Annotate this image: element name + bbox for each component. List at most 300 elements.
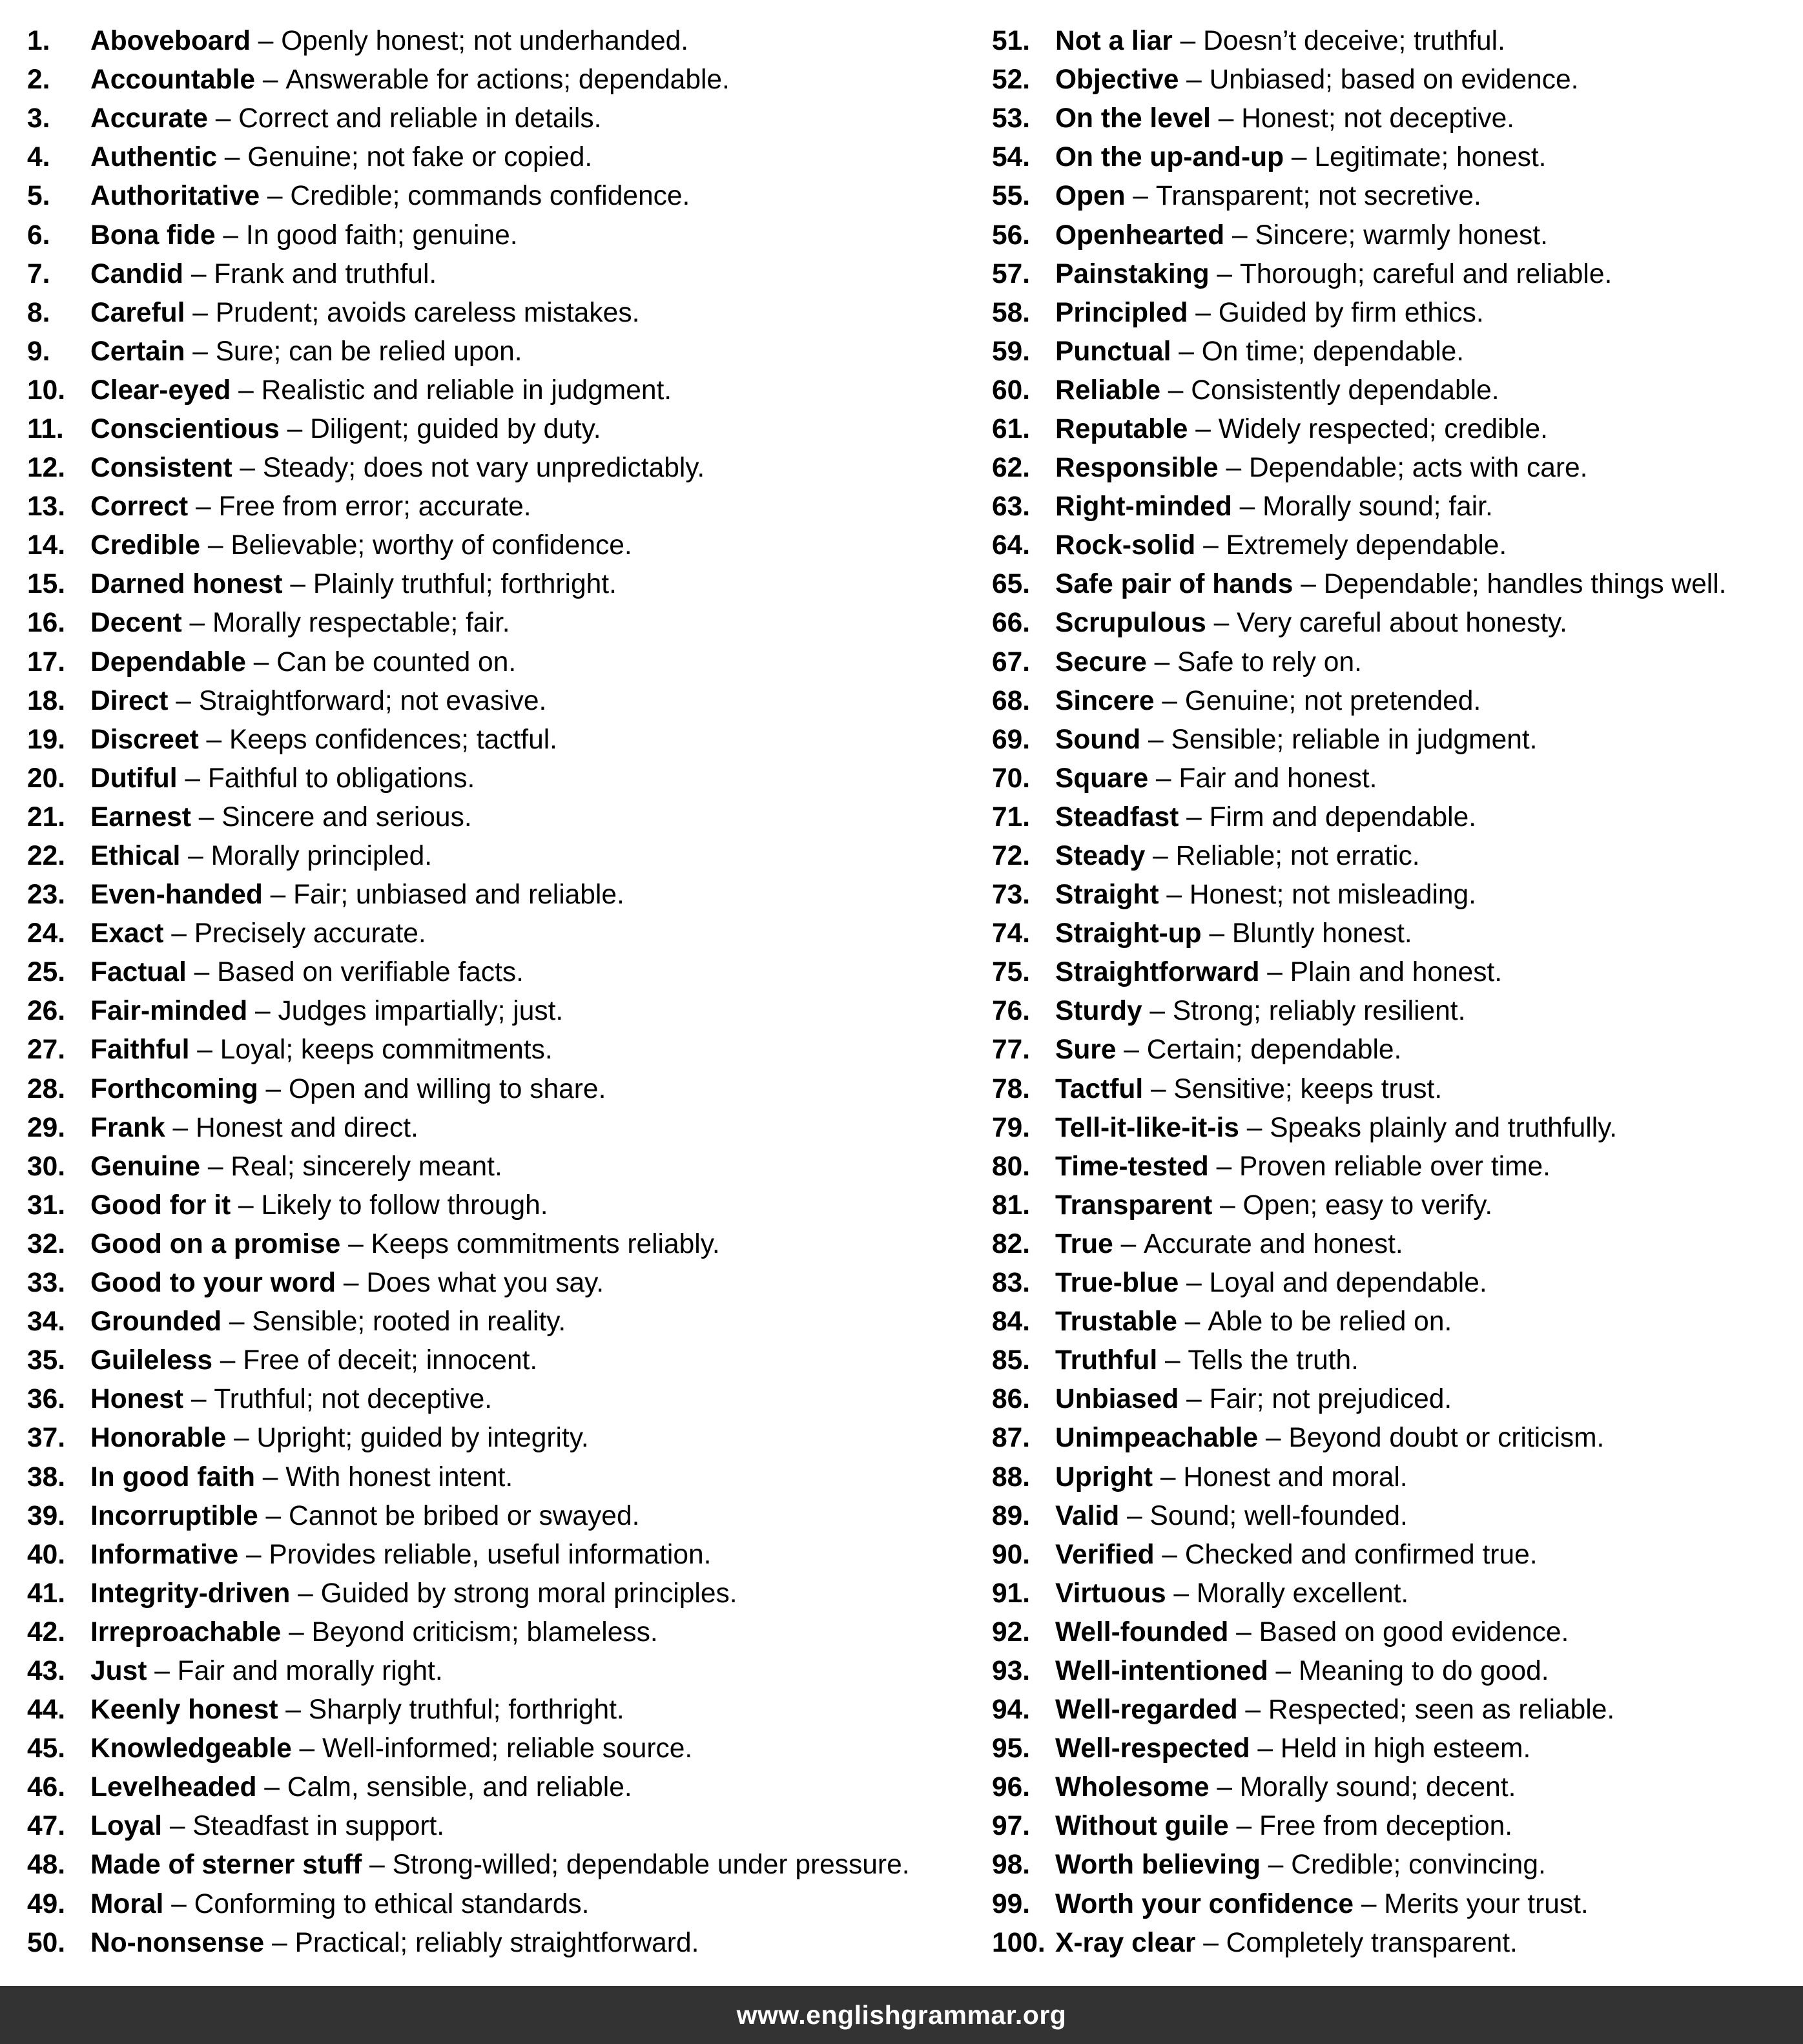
item-word: Candid (90, 258, 184, 289)
item-definition: Extremely dependable. (1226, 530, 1507, 561)
item-word: Sturdy (1055, 996, 1142, 1027)
list-item (992, 1070, 1793, 1109)
list-item (27, 1536, 957, 1574)
list-item (27, 565, 957, 604)
item-word: Levelheaded (90, 1772, 257, 1803)
item-definition: Upright; guided by integrity. (256, 1423, 589, 1454)
item-separator: – (1171, 336, 1202, 367)
item-separator: – (279, 413, 311, 444)
item-number: 6. (27, 220, 50, 251)
word-list-right-column (992, 0, 1793, 1963)
list-item (27, 61, 957, 99)
list-item (992, 759, 1793, 798)
item-separator: – (336, 1268, 367, 1299)
item-definition: Keeps commitments reliably. (371, 1228, 720, 1259)
item-definition: Based on good evidence. (1259, 1616, 1569, 1647)
item-definition: Does what you say. (366, 1268, 604, 1299)
item-separator: – (255, 65, 286, 96)
item-definition: Checked and confirmed true. (1184, 1539, 1538, 1570)
item-separator: – (226, 1423, 257, 1454)
item-definition: Legitimate; honest. (1314, 142, 1547, 173)
list-item (27, 1846, 957, 1884)
item-word: Secure (1055, 646, 1147, 677)
item-word: Dutiful (90, 763, 178, 794)
item-word: Irreproachable (90, 1616, 282, 1647)
item-word: Aboveboard (90, 26, 251, 57)
item-number: 55. (992, 181, 1031, 212)
item-word: Reputable (1055, 413, 1188, 444)
list-item (992, 1109, 1793, 1148)
item-separator: – (1113, 1228, 1144, 1259)
item-separator: – (282, 569, 313, 600)
item-separator: – (216, 142, 248, 173)
item-word: Tactful (1055, 1073, 1144, 1104)
item-definition: Respected; seen as reliable. (1268, 1695, 1615, 1726)
item-number: 7. (27, 258, 50, 289)
list-item (992, 449, 1793, 488)
item-number: 29. (27, 1112, 66, 1143)
list-item (992, 1225, 1793, 1264)
item-separator: – (185, 297, 216, 328)
item-definition: Provides reliable, useful information. (269, 1539, 712, 1570)
item-number: 37. (27, 1423, 66, 1454)
item-definition: Genuine; not pretended. (1184, 685, 1481, 716)
list-item (992, 992, 1793, 1031)
item-word: Unbiased (1055, 1384, 1179, 1415)
list-item (27, 1729, 957, 1768)
item-number: 33. (27, 1268, 66, 1299)
item-number: 61. (992, 413, 1031, 444)
item-separator: – (1208, 1151, 1240, 1182)
item-separator: – (291, 1733, 322, 1764)
item-word: Not a liar (1055, 26, 1173, 57)
item-word: Well-intentioned (1055, 1655, 1268, 1686)
item-definition: Sensible; rooted in reality. (252, 1306, 566, 1337)
item-number: 20. (27, 763, 66, 794)
list-item (27, 1652, 957, 1691)
item-number: 95. (992, 1733, 1031, 1764)
list-item (27, 216, 957, 254)
item-definition: Plain and honest. (1290, 957, 1503, 988)
item-definition: Speaks plainly and truthfully. (1270, 1112, 1618, 1143)
item-number: 12. (27, 453, 66, 484)
item-separator: – (231, 1190, 262, 1221)
item-separator: – (168, 685, 199, 716)
list-item (27, 953, 957, 992)
item-word: Steady (1055, 841, 1146, 872)
list-item (27, 1419, 957, 1458)
item-definition: Believable; worthy of confidence. (231, 530, 632, 561)
footer-website-url[interactable]: www.englishgrammar.org (736, 1999, 1067, 2030)
list-item (27, 1574, 957, 1613)
item-definition: Unbiased; based on evidence. (1209, 65, 1579, 96)
item-number: 56. (992, 220, 1031, 251)
item-word: Good for it (90, 1190, 231, 1221)
item-separator: – (231, 375, 262, 406)
item-word: Well-founded (1055, 1616, 1229, 1647)
item-separator: – (198, 724, 230, 755)
list-item (27, 1031, 957, 1069)
item-separator: – (1119, 1500, 1150, 1531)
list-item (27, 1380, 957, 1419)
item-separator: – (181, 608, 212, 639)
item-separator: – (1159, 880, 1190, 911)
item-definition: Morally sound; fair. (1262, 491, 1493, 522)
item-number: 73. (992, 880, 1031, 911)
item-number: 91. (992, 1578, 1031, 1609)
item-separator: – (258, 1073, 289, 1104)
item-number: 17. (27, 646, 66, 677)
item-number: 15. (27, 569, 66, 600)
item-separator: – (1154, 685, 1185, 716)
item-word: True-blue (1055, 1268, 1179, 1299)
item-number: 64. (992, 530, 1031, 561)
item-separator: – (1260, 1850, 1292, 1881)
item-number: 92. (992, 1616, 1031, 1647)
item-definition: Honest; not deceptive. (1241, 103, 1515, 134)
item-definition: Plainly truthful; forthright. (313, 569, 617, 600)
list-item (992, 488, 1793, 526)
item-word: Trustable (1055, 1306, 1177, 1337)
list-item (27, 177, 957, 216)
item-word: Ethical (90, 841, 181, 872)
item-separator: – (1177, 1306, 1208, 1337)
item-word: Steadfast (1055, 801, 1179, 832)
item-number: 70. (992, 763, 1031, 794)
item-separator: – (147, 1655, 178, 1686)
list-item (27, 914, 957, 953)
item-number: 21. (27, 801, 66, 832)
item-separator: – (1153, 1461, 1184, 1492)
list-item (27, 759, 957, 798)
item-separator: – (1231, 491, 1263, 522)
item-definition: Credible; convincing. (1291, 1850, 1546, 1881)
item-separator: – (1188, 413, 1219, 444)
item-word: Moral (90, 1888, 164, 1919)
item-number: 76. (992, 996, 1031, 1027)
list-item (992, 1303, 1793, 1341)
item-separator: – (281, 1616, 312, 1647)
list-item (27, 1303, 957, 1341)
list-item (992, 604, 1793, 643)
item-number: 63. (992, 491, 1031, 522)
item-separator: – (1237, 1695, 1268, 1726)
item-separator: – (1166, 1578, 1197, 1609)
item-definition: Fair and morally right. (177, 1655, 443, 1686)
item-word: Time-tested (1055, 1151, 1209, 1182)
item-definition: Honest and direct. (196, 1112, 418, 1143)
item-number: 50. (27, 1927, 66, 1958)
item-word: Clear-eyed (90, 375, 231, 406)
item-number: 81. (992, 1190, 1031, 1221)
item-number: 67. (992, 646, 1031, 677)
item-definition: Doesn’t deceive; truthful. (1203, 26, 1505, 57)
list-item (27, 1225, 957, 1264)
item-separator: – (260, 181, 291, 212)
item-definition: Tells the truth. (1188, 1345, 1359, 1376)
item-definition: Strong; reliably resilient. (1172, 996, 1466, 1027)
list-item (992, 1924, 1793, 1963)
item-definition: Honest; not misleading. (1189, 880, 1476, 911)
item-word: Right-minded (1055, 491, 1232, 522)
item-definition: On time; dependable. (1201, 336, 1465, 367)
item-number: 32. (27, 1228, 66, 1259)
item-separator: – (1116, 1035, 1147, 1066)
list-item (27, 410, 957, 449)
item-word: Good on a promise (90, 1228, 341, 1259)
item-separator: – (163, 1888, 194, 1919)
item-number: 40. (27, 1539, 66, 1570)
item-word: Rock-solid (1055, 530, 1196, 561)
list-item (992, 682, 1793, 721)
item-definition: Free from deception. (1259, 1811, 1513, 1842)
item-definition: Sharply truthful; forthright. (308, 1695, 624, 1726)
item-number: 3. (27, 103, 50, 134)
item-definition: Morally principled. (211, 841, 433, 872)
item-word: Forthcoming (90, 1073, 258, 1104)
item-definition: Truthful; not deceptive. (214, 1384, 493, 1415)
item-word: Consistent (90, 453, 232, 484)
list-item (992, 410, 1793, 449)
item-separator: – (1210, 103, 1242, 134)
list-item (992, 1885, 1793, 1924)
item-separator: – (1179, 801, 1210, 832)
item-separator: – (1179, 1384, 1210, 1415)
list-item (27, 333, 957, 371)
item-number: 99. (992, 1888, 1031, 1919)
list-item (27, 1885, 957, 1924)
item-number: 23. (27, 880, 66, 911)
list-item (27, 22, 957, 61)
item-number: 14. (27, 530, 66, 561)
item-number: 98. (992, 1850, 1031, 1881)
item-definition: Free of deceit; innocent. (243, 1345, 538, 1376)
list-item (27, 1497, 957, 1536)
item-definition: Loyal; keeps commitments. (220, 1035, 553, 1066)
item-definition: Keeps confidences; tactful. (229, 724, 557, 755)
list-item (992, 216, 1793, 254)
item-separator: – (186, 957, 218, 988)
list-item (992, 22, 1793, 61)
item-number: 9. (27, 336, 50, 367)
item-number: 8. (27, 297, 50, 328)
item-number: 51. (992, 26, 1031, 57)
list-item (27, 1458, 957, 1496)
item-definition: Well-informed; reliable source. (322, 1733, 693, 1764)
item-number: 69. (992, 724, 1031, 755)
item-definition: Very careful about honesty. (1237, 608, 1567, 639)
item-word: Unimpeachable (1055, 1423, 1259, 1454)
item-definition: Practical; reliably straightforward. (294, 1927, 699, 1958)
list-item (27, 99, 957, 138)
list-item (992, 138, 1793, 177)
item-word: Careful (90, 297, 185, 328)
item-definition: Faithful to obligations. (207, 763, 475, 794)
item-separator: – (1212, 1190, 1243, 1221)
item-word: Without guile (1055, 1811, 1229, 1842)
item-separator: – (183, 1384, 214, 1415)
item-number: 43. (27, 1655, 66, 1686)
item-word: Worth believing (1055, 1850, 1261, 1881)
item-word: Safe pair of hands (1055, 569, 1293, 600)
item-number: 5. (27, 181, 50, 212)
item-definition: Dependable; acts with care. (1248, 453, 1588, 484)
item-word: Scrupulous (1055, 608, 1206, 639)
item-separator: – (1142, 996, 1173, 1027)
item-definition: Steadfast in support. (192, 1811, 445, 1842)
item-word: Incorruptible (90, 1500, 258, 1531)
item-definition: Strong-willed; dependable under pressure. (392, 1850, 910, 1881)
item-number: 89. (992, 1500, 1031, 1531)
item-word: Dependable (90, 646, 246, 677)
item-number: 47. (27, 1811, 66, 1842)
item-separator: – (1268, 1655, 1299, 1686)
item-number: 11. (27, 413, 64, 444)
list-item (27, 1341, 957, 1380)
list-item (992, 1691, 1793, 1729)
list-item (992, 371, 1793, 410)
item-definition: Frank and truthful. (214, 258, 437, 289)
item-number: 57. (992, 258, 1031, 289)
item-number: 53. (992, 103, 1031, 134)
item-word: Virtuous (1055, 1578, 1166, 1609)
item-number: 36. (27, 1384, 66, 1415)
item-separator: – (362, 1850, 393, 1881)
item-separator: – (262, 880, 294, 911)
item-number: 85. (992, 1345, 1031, 1376)
item-number: 79. (992, 1112, 1031, 1143)
item-word: Honorable (90, 1423, 227, 1454)
item-word: Certain (90, 336, 185, 367)
item-word: Responsible (1055, 453, 1219, 484)
item-separator: – (165, 1112, 196, 1143)
item-separator: – (1209, 258, 1240, 289)
list-item (992, 1148, 1793, 1186)
item-number: 26. (27, 996, 66, 1027)
item-definition: Diligent; guided by duty. (310, 413, 601, 444)
item-word: Well-respected (1055, 1733, 1250, 1764)
item-definition: Prudent; avoids careless mistakes. (215, 297, 640, 328)
item-word: Faithful (90, 1035, 190, 1066)
list-item (992, 1768, 1793, 1807)
item-number: 10. (27, 375, 66, 406)
list-item (992, 1536, 1793, 1574)
item-definition: Merits your trust. (1384, 1888, 1589, 1919)
item-word: Just (90, 1655, 147, 1686)
list-item (992, 1729, 1793, 1768)
item-word: True (1055, 1228, 1113, 1259)
item-word: Tell-it-like-it-is (1055, 1112, 1239, 1143)
item-word: Grounded (90, 1306, 222, 1337)
item-separator: – (1140, 724, 1171, 755)
list-item (27, 488, 957, 526)
item-word: Credible (90, 530, 201, 561)
item-definition: Fair; unbiased and reliable. (293, 880, 624, 911)
item-number: 66. (992, 608, 1031, 639)
list-item (992, 1380, 1793, 1419)
item-definition: Morally excellent. (1196, 1578, 1409, 1609)
list-item (992, 1613, 1793, 1652)
item-number: 42. (27, 1616, 66, 1647)
item-word: Transparent (1055, 1190, 1213, 1221)
item-word: Accurate (90, 103, 208, 134)
item-definition: Conforming to ethical standards. (194, 1888, 590, 1919)
item-definition: Held in high esteem. (1280, 1733, 1531, 1764)
item-number: 19. (27, 724, 66, 755)
list-item (27, 294, 957, 333)
item-definition: Safe to rely on. (1177, 646, 1362, 677)
list-item (27, 1070, 957, 1109)
item-word: Exact (90, 918, 164, 949)
item-number: 82. (992, 1228, 1031, 1259)
item-definition: Morally respectable; fair. (212, 608, 510, 639)
item-word: Guileless (90, 1345, 212, 1376)
list-item (992, 876, 1793, 914)
item-definition: Cannot be bribed or swayed. (289, 1500, 640, 1531)
item-separator: – (1250, 1733, 1281, 1764)
item-word: Verified (1055, 1539, 1155, 1570)
item-word: Discreet (90, 724, 199, 755)
item-number: 54. (992, 142, 1031, 173)
item-word: No-nonsense (90, 1927, 265, 1958)
item-definition: Guided by strong moral principles. (320, 1578, 737, 1609)
item-separator: – (256, 1772, 287, 1803)
list-item (992, 798, 1793, 837)
item-number: 38. (27, 1461, 66, 1492)
item-word: Good to your word (90, 1268, 336, 1299)
item-word: Straightforward (1055, 957, 1260, 988)
item-definition: With honest intent. (285, 1461, 513, 1492)
item-number: 80. (992, 1151, 1031, 1182)
list-item (992, 1497, 1793, 1536)
list-item (992, 1341, 1793, 1380)
item-separator: – (191, 801, 222, 832)
item-number: 87. (992, 1423, 1031, 1454)
item-number: 65. (992, 569, 1031, 600)
list-item (992, 177, 1793, 216)
item-definition: Beyond criticism; blameless. (311, 1616, 658, 1647)
item-separator: – (1228, 1616, 1259, 1647)
list-item (992, 61, 1793, 99)
item-separator: – (1172, 26, 1204, 57)
item-word: Reliable (1055, 375, 1160, 406)
item-separator: – (1284, 142, 1315, 173)
item-number: 27. (27, 1035, 66, 1066)
item-number: 13. (27, 491, 66, 522)
list-item (27, 138, 957, 177)
list-item (992, 565, 1793, 604)
list-item (992, 1458, 1793, 1496)
item-definition: Dependable; handles things well. (1323, 569, 1727, 600)
item-definition: Certain; dependable. (1146, 1035, 1402, 1066)
item-number: 31. (27, 1190, 66, 1221)
item-word: Even-handed (90, 880, 263, 911)
item-separator: – (1145, 841, 1176, 872)
item-separator: – (258, 1500, 289, 1531)
item-word: Loyal (90, 1811, 163, 1842)
list-item (27, 604, 957, 643)
item-word: Factual (90, 957, 187, 988)
item-definition: Free from error; accurate. (218, 491, 531, 522)
list-item (992, 294, 1793, 333)
item-number: 96. (992, 1772, 1031, 1803)
item-definition: Guided by firm ethics. (1218, 297, 1484, 328)
item-separator: – (1209, 1772, 1240, 1803)
list-item (27, 1924, 957, 1963)
list-item (992, 1807, 1793, 1846)
item-number: 71. (992, 801, 1031, 832)
item-word: Well-regarded (1055, 1695, 1238, 1726)
